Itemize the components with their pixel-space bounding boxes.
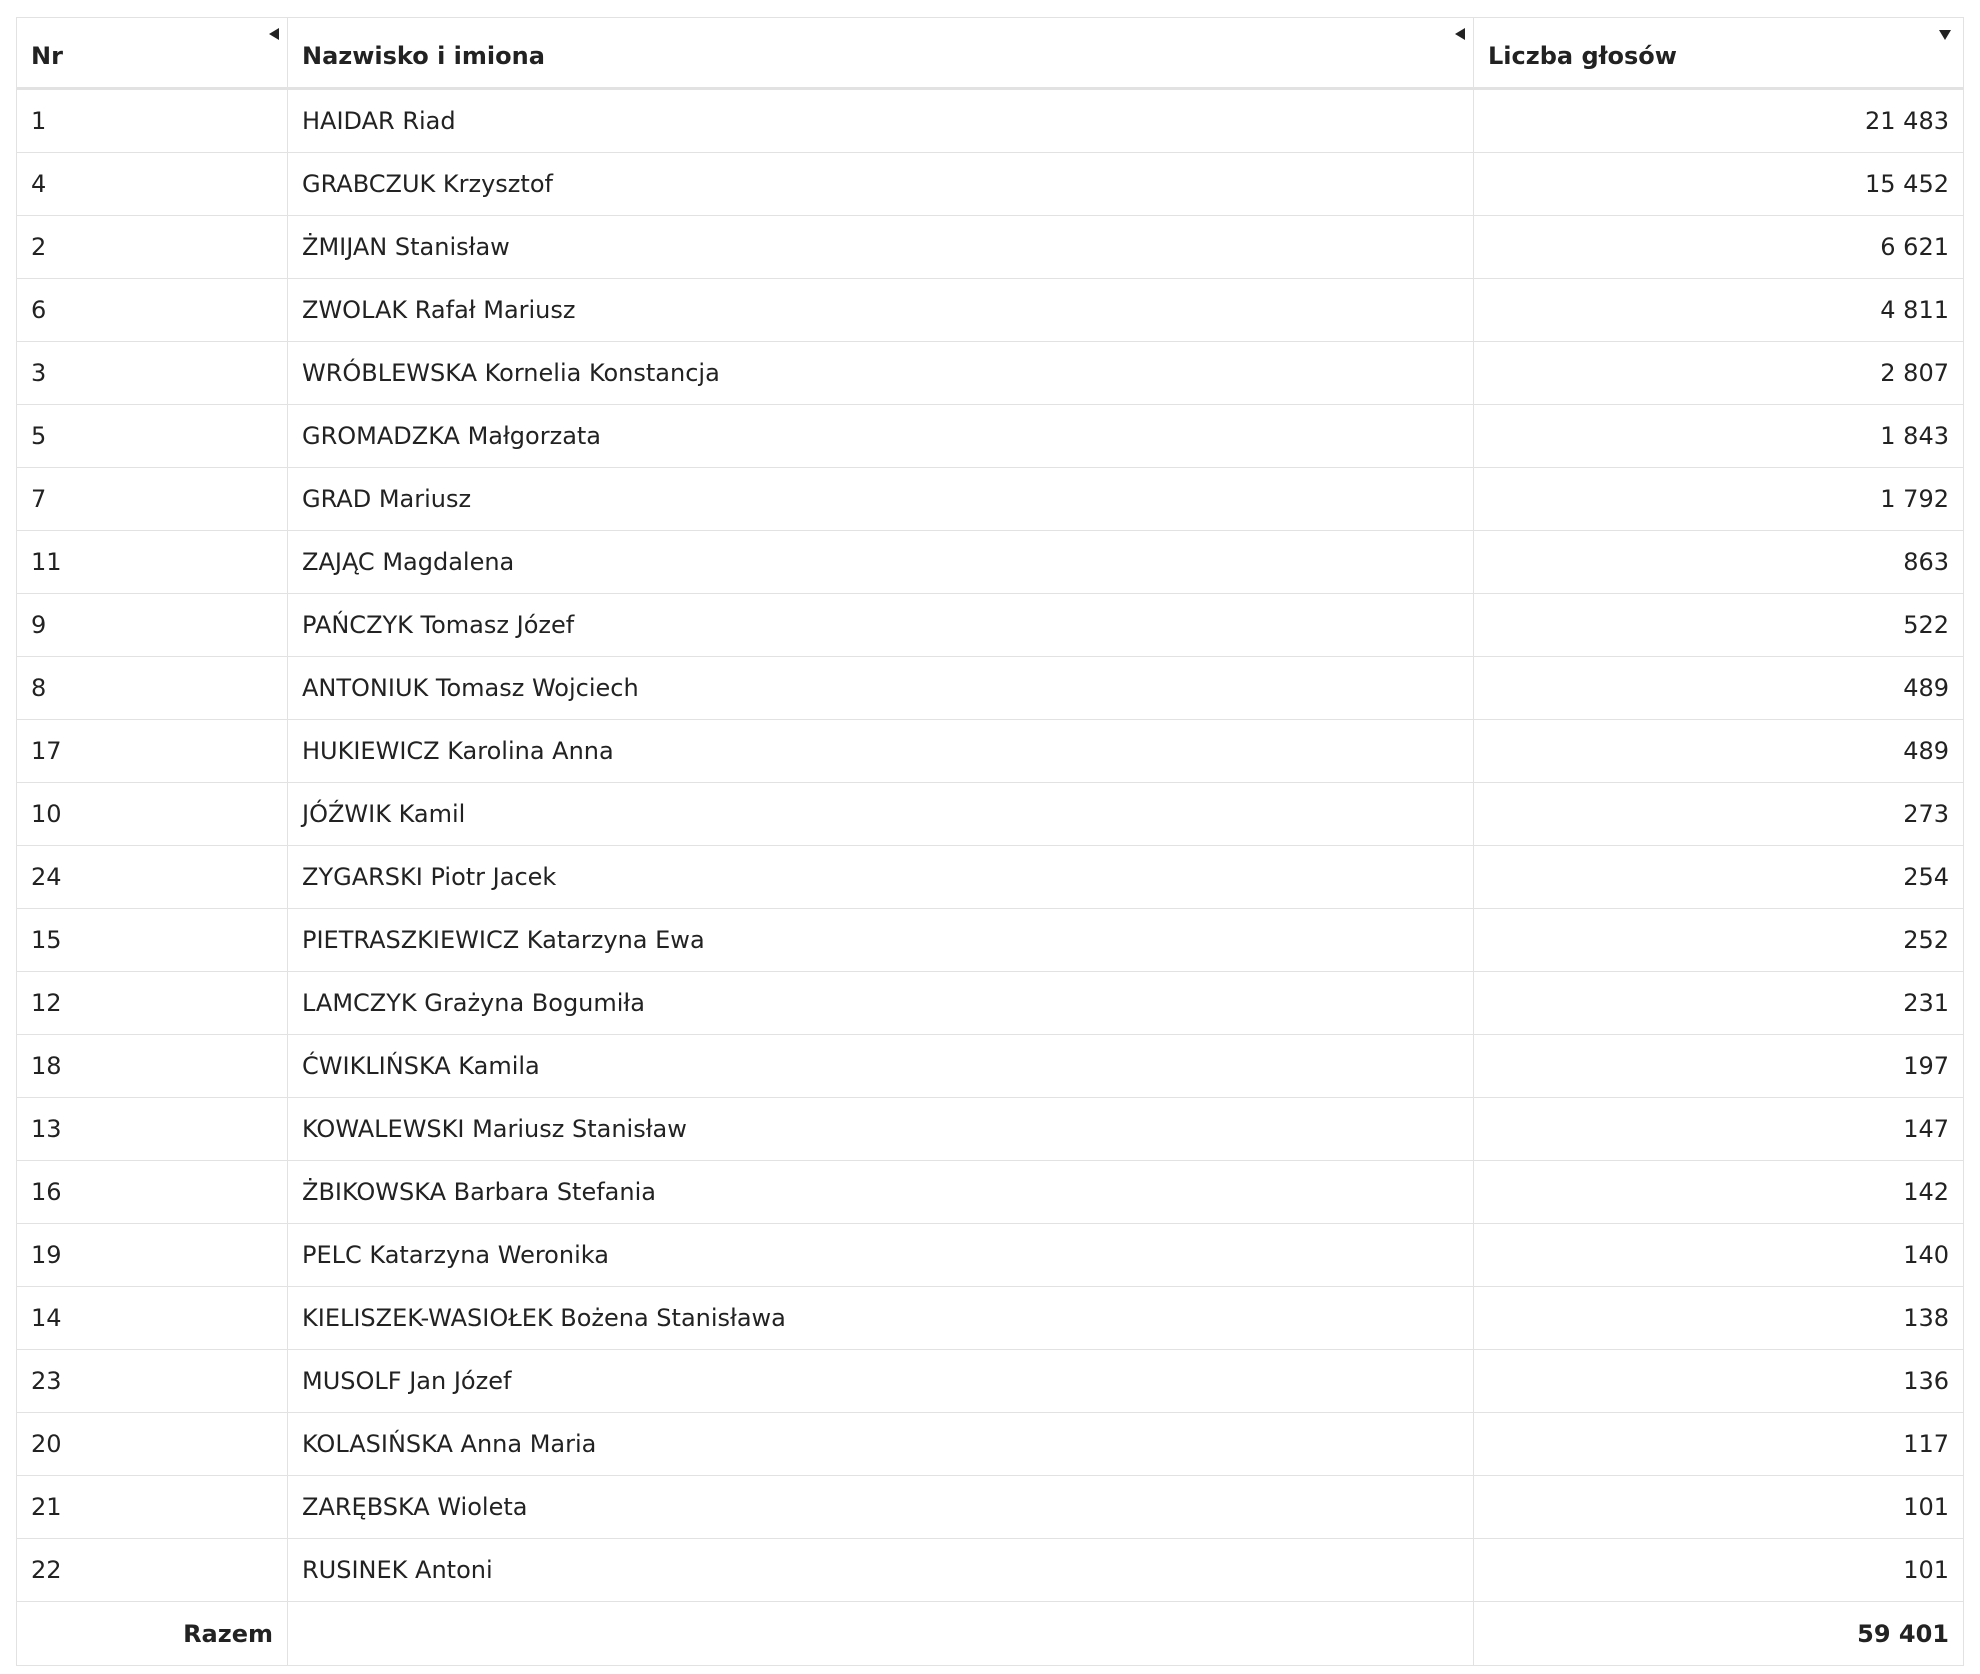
cell-name: PAŃCZYK Tomasz Józef: [288, 594, 1474, 657]
column-header-votes-label: Liczba głosów: [1488, 41, 1677, 70]
total-row: [17, 1602, 1964, 1666]
table-row: [17, 405, 1964, 468]
results-table-container: [16, 17, 1964, 1666]
cell-nr: 20: [17, 1413, 288, 1476]
cell-name: GRAD Mariusz: [288, 468, 1474, 531]
header-row: [17, 18, 1964, 89]
cell-votes: 15 452: [1474, 153, 1964, 216]
results-table: [16, 17, 1964, 1666]
cell-nr: 1: [17, 89, 288, 153]
cell-nr: 10: [17, 783, 288, 846]
cell-nr: 2: [17, 216, 288, 279]
cell-name: GROMADZKA Małgorzata: [288, 405, 1474, 468]
cell-name: WRÓBLEWSKA Kornelia Konstancja: [288, 342, 1474, 405]
cell-name: RUSINEK Antoni: [288, 1539, 1474, 1602]
table-row: [17, 531, 1964, 594]
cell-votes: 273: [1474, 783, 1964, 846]
cell-nr: 18: [17, 1035, 288, 1098]
cell-name: HUKIEWICZ Karolina Anna: [288, 720, 1474, 783]
table-row: [17, 1035, 1964, 1098]
total-value: 59 401: [1474, 1602, 1964, 1666]
total-label: Razem: [17, 1602, 288, 1666]
cell-name: ANTONIUK Tomasz Wojciech: [288, 657, 1474, 720]
cell-votes: 489: [1474, 720, 1964, 783]
table-row: [17, 846, 1964, 909]
cell-name: GRABCZUK Krzysztof: [288, 153, 1474, 216]
cell-votes: 252: [1474, 909, 1964, 972]
cell-nr: 6: [17, 279, 288, 342]
table-row: [17, 1224, 1964, 1287]
table-row: [17, 657, 1964, 720]
cell-votes: 101: [1474, 1476, 1964, 1539]
sort-arrow-down-icon[interactable]: [1939, 30, 1951, 40]
cell-name: ZYGARSKI Piotr Jacek: [288, 846, 1474, 909]
table-row: [17, 1350, 1964, 1413]
cell-votes: 522: [1474, 594, 1964, 657]
cell-nr: 15: [17, 909, 288, 972]
cell-name: ZARĘBSKA Wioleta: [288, 1476, 1474, 1539]
cell-name: HAIDAR Riad: [288, 89, 1474, 153]
cell-votes: 142: [1474, 1161, 1964, 1224]
cell-name: ĆWIKLIŃSKA Kamila: [288, 1035, 1474, 1098]
cell-name: ŻBIKOWSKA Barbara Stefania: [288, 1161, 1474, 1224]
cell-votes: 21 483: [1474, 89, 1964, 153]
cell-name: MUSOLF Jan Józef: [288, 1350, 1474, 1413]
cell-votes: 6 621: [1474, 216, 1964, 279]
column-header-nr[interactable]: [17, 18, 288, 89]
cell-nr: 5: [17, 405, 288, 468]
sort-arrow-left-icon[interactable]: [1455, 28, 1465, 40]
table-row: [17, 1287, 1964, 1350]
cell-votes: 197: [1474, 1035, 1964, 1098]
cell-nr: 16: [17, 1161, 288, 1224]
cell-nr: 23: [17, 1350, 288, 1413]
cell-nr: 17: [17, 720, 288, 783]
cell-votes: 136: [1474, 1350, 1964, 1413]
total-empty-cell: [288, 1602, 1474, 1666]
cell-name: JÓŹWIK Kamil: [288, 783, 1474, 846]
column-header-nr-label: Nr: [31, 41, 63, 70]
cell-votes: 489: [1474, 657, 1964, 720]
cell-votes: 101: [1474, 1539, 1964, 1602]
cell-votes: 1 792: [1474, 468, 1964, 531]
cell-votes: 254: [1474, 846, 1964, 909]
table-row: [17, 1539, 1964, 1602]
table-row: [17, 468, 1964, 531]
column-header-name-label: Nazwisko i imiona: [302, 41, 545, 70]
cell-name: ZWOLAK Rafał Mariusz: [288, 279, 1474, 342]
cell-name: KOWALEWSKI Mariusz Stanisław: [288, 1098, 1474, 1161]
cell-name: ZAJĄC Magdalena: [288, 531, 1474, 594]
table-row: [17, 153, 1964, 216]
table-row: [17, 1476, 1964, 1539]
sort-arrow-left-icon[interactable]: [269, 28, 279, 40]
cell-nr: 4: [17, 153, 288, 216]
cell-votes: 147: [1474, 1098, 1964, 1161]
cell-name: LAMCZYK Grażyna Bogumiła: [288, 972, 1474, 1035]
cell-nr: 7: [17, 468, 288, 531]
cell-nr: 14: [17, 1287, 288, 1350]
cell-name: KIELISZEK-WASIOŁEK Bożena Stanisława: [288, 1287, 1474, 1350]
table-row: [17, 783, 1964, 846]
cell-votes: 140: [1474, 1224, 1964, 1287]
cell-nr: 11: [17, 531, 288, 594]
cell-votes: 2 807: [1474, 342, 1964, 405]
column-header-name[interactable]: [288, 18, 1474, 89]
cell-name: PELC Katarzyna Weronika: [288, 1224, 1474, 1287]
table-row: [17, 279, 1964, 342]
cell-nr: 24: [17, 846, 288, 909]
cell-name: ŻMIJAN Stanisław: [288, 216, 1474, 279]
table-row: [17, 1098, 1964, 1161]
cell-votes: 231: [1474, 972, 1964, 1035]
table-row: [17, 1161, 1964, 1224]
cell-nr: 3: [17, 342, 288, 405]
table-row: [17, 909, 1964, 972]
table-header: [17, 18, 1964, 89]
cell-nr: 8: [17, 657, 288, 720]
cell-nr: 19: [17, 1224, 288, 1287]
table-row: [17, 720, 1964, 783]
table-row: [17, 216, 1964, 279]
cell-name: PIETRASZKIEWICZ Katarzyna Ewa: [288, 909, 1474, 972]
table-row: [17, 89, 1964, 153]
table-row: [17, 972, 1964, 1035]
cell-votes: 4 811: [1474, 279, 1964, 342]
cell-votes: 138: [1474, 1287, 1964, 1350]
cell-nr: 9: [17, 594, 288, 657]
cell-votes: 1 843: [1474, 405, 1964, 468]
cell-nr: 22: [17, 1539, 288, 1602]
cell-votes: 117: [1474, 1413, 1964, 1476]
table-body: [17, 89, 1964, 1602]
table-footer: [17, 1602, 1964, 1666]
table-row: [17, 342, 1964, 405]
cell-nr: 21: [17, 1476, 288, 1539]
cell-votes: 863: [1474, 531, 1964, 594]
cell-nr: 13: [17, 1098, 288, 1161]
table-row: [17, 594, 1964, 657]
cell-nr: 12: [17, 972, 288, 1035]
column-header-votes[interactable]: [1474, 18, 1964, 89]
table-row: [17, 1413, 1964, 1476]
cell-name: KOLASIŃSKA Anna Maria: [288, 1413, 1474, 1476]
